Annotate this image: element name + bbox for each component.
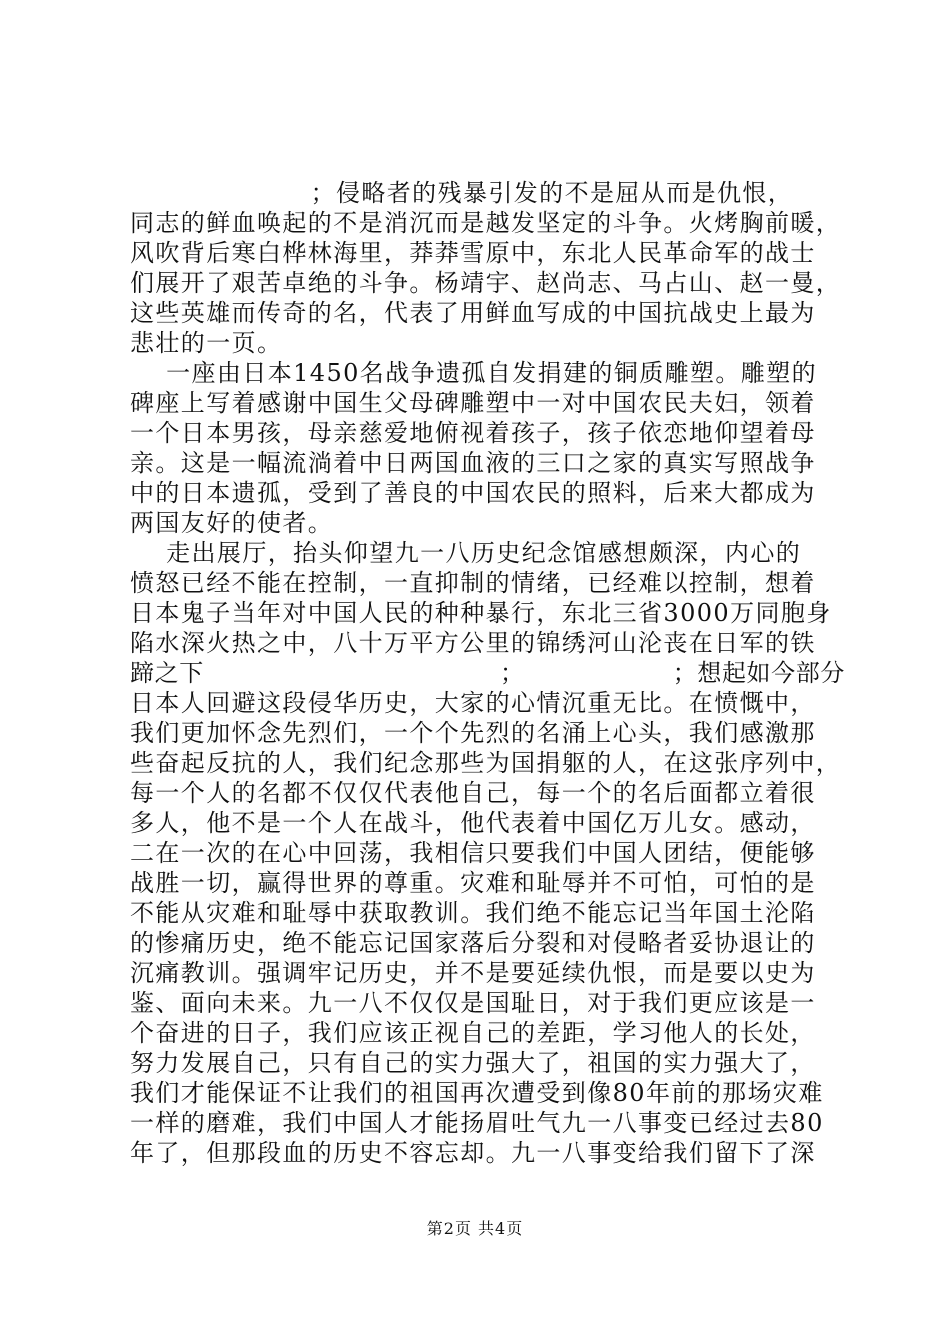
- text-line: 一样的磨难，我们中国人才能扬眉吐气九一八事变已经过去80: [130, 1109, 824, 1137]
- text-line: 个奋进的日子，我们应该正视自己的差距，学习他人的长处，: [130, 1019, 816, 1047]
- text-line: 些奋起反抗的人，我们纪念那些为国捐躯的人，在这张序列中，: [130, 749, 842, 777]
- text-line: 战胜一切，赢得世界的尊重。灾难和耻辱并不可怕，可怕的是: [130, 869, 816, 897]
- text-line: 两国友好的使者。: [130, 509, 334, 537]
- text-line: 努力发展自己，只有自己的实力强大了，祖国的实力强大了，: [130, 1049, 816, 1077]
- text-line: 日本人回避这段侵华历史，大家的心情沉重无比。在愤慨中，: [130, 689, 816, 717]
- text-line: 走出展厅，抬头仰望九一八历史纪念馆感想颇深，内心的: [130, 539, 802, 567]
- text-line: 每一个人的名都不仅仅代表他自己，每一个的名后面都立着很: [130, 779, 816, 807]
- text-line: 我们更加怀念先烈们，一个个先烈的名涌上心头，我们感激那: [130, 719, 816, 747]
- text-line: 年了，但那段血的历史不容忘却。九一八事变给我们留下了深: [130, 1139, 816, 1167]
- text-line: 愤怒已经不能在控制，一直抑制的情绪，已经难以控制，想着: [130, 569, 816, 597]
- text-line: 风吹背后寒白桦林海里，莽莽雪原中，东北人民革命军的战士: [130, 239, 816, 267]
- text-line: 碑座上写着感谢中国生父母碑雕塑中一对中国农民夫妇，领着: [130, 389, 816, 417]
- text-line: 陷水深火热之中，八十万平方公里的锦绣河山沦丧在日军的铁: [130, 629, 816, 657]
- text-line: 二在一次的在心中回荡，我相信只要我们中国人团结，便能够: [130, 839, 816, 867]
- text-line: 同志的鲜血唤起的不是消沉而是越发坚定的斗争。火烤胸前暖，: [130, 209, 842, 237]
- text-line: 这些英雄而传奇的名，代表了用鲜血写成的中国抗战史上最为: [130, 299, 816, 327]
- text-line: 的惨痛历史，绝不能忘记国家落后分裂和对侵略者妥协退让的: [130, 929, 816, 957]
- text-line: 蹄之下 ； ；想起如今部分: [130, 659, 845, 687]
- text-line: 日本鬼子当年对中国人民的种种暴行，东北三省3000万同胞身: [130, 599, 832, 627]
- text-line: 沉痛教训。强调牢记历史，并不是要延续仇恨，而是要以史为: [130, 959, 816, 987]
- text-line: 悲壮的一页。: [130, 329, 283, 357]
- page-number-footer: 第2页 共4页: [426, 1219, 524, 1238]
- text-line: 不能从灾难和耻辱中获取教训。我们绝不能忘记当年国土沦陷: [130, 899, 816, 927]
- text-line: 亲。这是一幅流淌着中日两国血液的三口之家的真实写照战争: [130, 449, 816, 477]
- text-line: 鉴、面向未来。九一八不仅仅是国耻日，对于我们更应该是一: [130, 989, 816, 1017]
- document-body: [130, 178, 845, 1168]
- text-line: 多人，他不是一个人在战斗，他代表着中国亿万儿女。感动，: [130, 809, 816, 837]
- text-line: 一座由日本1450名战争遗孤自发捐建的铜质雕塑。雕塑的: [130, 359, 817, 387]
- text-line: 我们才能保证不让我们的祖国再次遭受到像80年前的那场灾难: [130, 1079, 824, 1107]
- text-line: ；侵略者的残暴引发的不是屈从而是仇恨，: [130, 179, 794, 207]
- text-line: 中的日本遗孤，受到了善良的中国农民的照料，后来大都成为: [130, 479, 816, 507]
- text-line: 们展开了艰苦卓绝的斗争。杨靖宇、赵尚志、马占山、赵一曼，: [130, 269, 842, 297]
- text-line: 一个日本男孩，母亲慈爱地俯视着孩子，孩子依恋地仰望着母: [130, 419, 816, 447]
